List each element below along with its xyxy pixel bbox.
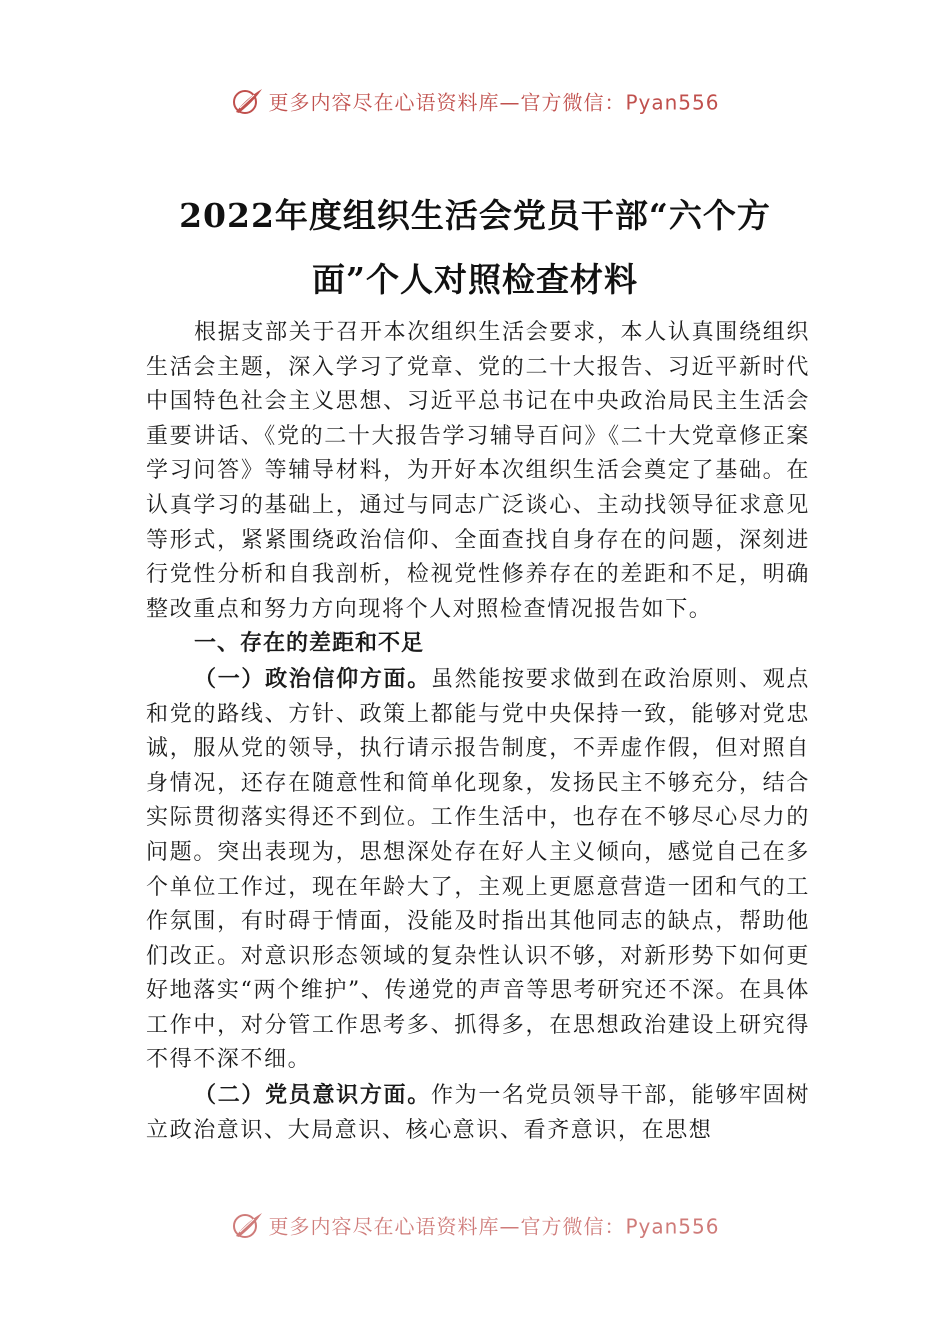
watermark-text: 更多内容尽在心语资料库—官方微信：Pyan556 [268, 1214, 720, 1239]
item-1-paragraph [146, 662, 810, 1078]
document-title-line-1: 2022年度组织生活会党员干部“六个方 [179, 196, 771, 235]
item-1-body: 虽然能按要求做到在政治原则、观点和党的路线、方针、政策上都能与党中央保持一致，能够对党忠诚，服从党的领导，执行请示报告制度，不弄虚作假，但对照自身情况，还存在随意性和简单化现象，发扬民主不够充分，结合实际贯彻落实得还不到位。工作生活中，也存在不够尽心尽力的问题。突出表现为，思想深处存在好人主义倾向，感觉自己在多个单位工作过，现在年龄大了，主观上更愿意营造一团和气的工作氛围，有时碍于情面，没能及时指出其他同志的缺点，帮助他们改正。对意识形态领域的复杂性认识不够，对新形势下如何更好地落实“两个维护”、传递党的声音等思考研究还不深。在具体工作中，对分管工作思考多、抓得多，在思想政治建设上研究得不得不深不细。 [146, 666, 810, 1073]
item-2-body: 作为一名党员领导干部，能够牢固树立政治意识、大局意识、核心意识、看齐意识，在思想 [146, 1083, 810, 1143]
section-heading: 一、存在的差距和不足 [194, 631, 425, 657]
intro-paragraph: 根据支部关于召开本次组织生活会要求，本人认真围绕组织生活会主题，深入学习了党章、党的二十大报告、习近平新时代中国特色社会主义思想、习近平总书记在中央政治局民主生活会重要讲话、《党的二十大报告学习辅导百问》《二十大党章修正案学习问答》等辅导材料，为开好本次组织生活会奠定了基础。在认真学习的基础上，通过与同志广泛谈心、主动找领导征求意见等形式，紧紧围绕政治信仰、全面查找自身存在的问题，深刻进行党性分析和自我剖析，检视党性修养存在的差距和不足，明确整改重点和努力方向现将个人对照检查情况报告如下。 [146, 320, 810, 622]
item-2-paragraph [146, 1078, 810, 1148]
document-body [146, 316, 810, 1206]
watermark-footer [0, 1210, 950, 1240]
watermark-text: 更多内容尽在心语资料库—官方微信：Pyan556 [268, 90, 720, 115]
item-1-heading: （一）政治信仰方面。 [194, 665, 431, 692]
watermark-header [0, 86, 950, 116]
document-title-line-2: 面”个人对照检查材料 [312, 260, 638, 299]
quill-logo-icon [230, 86, 264, 116]
quill-logo-icon [230, 1210, 264, 1240]
item-2-heading: （二）党员意识方面。 [194, 1082, 431, 1109]
